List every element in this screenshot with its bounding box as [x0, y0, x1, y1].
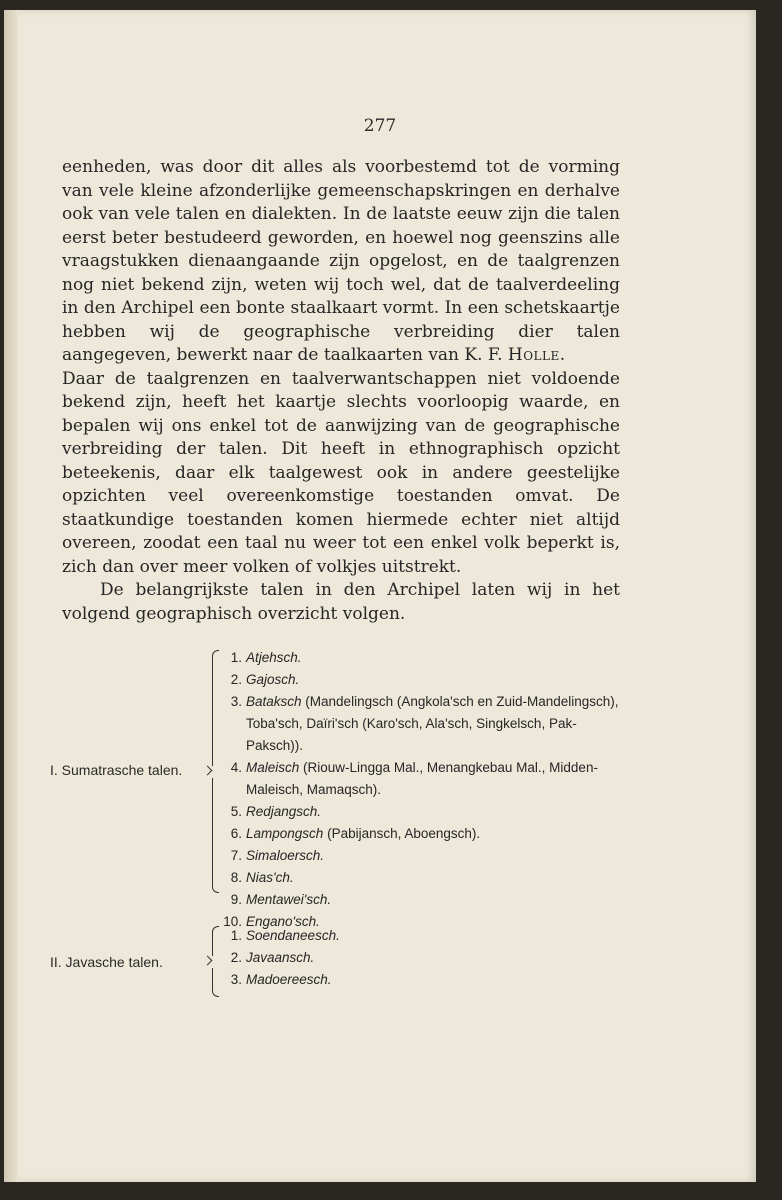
sumatra-language-list: [222, 647, 622, 933]
list-item: 6. Lampongsch (Pabijansch, Aboengsch).: [230, 826, 481, 841]
page-spine-shadow: [4, 10, 18, 1182]
brace-line-upper: [212, 934, 213, 956]
paragraph-3: De belangrijkste talen in den Archipel laten wij in het volgend geographisch overzicht volgen.: [62, 580, 620, 624]
list-item: 9. Mentawei'sch.: [230, 892, 332, 907]
brace-line-lower: [212, 968, 213, 988]
list-item: 3. Madoereesch.: [230, 972, 332, 987]
list-item: 7. Simaloersch.: [230, 848, 325, 863]
brace-line-upper: [212, 658, 213, 766]
list-item: 5. Redjangsch.: [230, 804, 322, 819]
brace-bottom: [212, 988, 219, 997]
java-language-list: [222, 925, 622, 991]
list-item: 1. Soendaneesch.: [230, 928, 340, 943]
paragraph-1: eenheden, was door dit alles als voorbestemd tot de vorming van vele kleine afzonderlijke gemeenschapskringen en derhalve ook van vele talen en dialekten. In de laatste eeuw zijn die talen eerst beter bestudeerd geworden, en hoewel nog geenszins alle vraagstukken dienaangaande zijn opgelost, en de taalgrenzen nog niet bekend zijn, weten wij toch wel, dat de taalverdeeling in den Archipel een bonte staalkaart vormt. In een schetskaartje hebben wij de geographische verbreiding dier talen aangegeven, bewerkt naar de taalkaarten van K. F. Holle.: [62, 157, 620, 365]
list-item: 2. Javaansch.: [230, 950, 315, 965]
brace-top: [212, 650, 219, 659]
group-label-java: II. Javasche talen.: [50, 954, 163, 970]
list-item: 1. Atjehsch.: [230, 650, 302, 665]
list-item: 3. Bataksch (Mandelingsch (Angkola'sch en Zuid-Mandelingsch), Toba'sch, Daïri'sch (Karo'sch, Ala'sch, Singkelsch, Pak-Paksch)).: [230, 694, 619, 753]
body-text: [62, 156, 620, 626]
paragraph-2: Daar de taalgrenzen en taalverwantschappen niet voldoende bekend zijn, heeft het kaartje slechts voorloopig waarde, en bepalen wij ons enkel tot de aanwijzing van de geographische verbreiding der talen. Dit heeft in ethnographisch opzicht beteekenis, daar elk taalgewest ook in andere geestelijke opzichten veel overeenkomstige toestanden omvat. De staatkundige toestanden komen hiermede echter niet altijd overeen, zoodat een taal nu weer tot een enkel volk beperkt is, zich dan over meer volken of volkjes uitstrekt.: [62, 368, 620, 577]
list-item: 2. Gajosch.: [230, 672, 300, 687]
page-number: 277: [363, 116, 397, 136]
brace-point: [203, 956, 213, 966]
list-item: 8. Nias'ch.: [230, 870, 294, 885]
brace-point: [203, 766, 213, 776]
author-name: Holle.: [507, 345, 566, 365]
brace-top: [212, 926, 219, 935]
list-item: 10. Engano'sch.: [223, 914, 320, 929]
group-label-sumatra: I. Sumatrasche talen.: [50, 762, 183, 778]
book-page: [4, 10, 756, 1182]
brace-line-lower: [212, 778, 213, 884]
brace-bottom: [212, 884, 219, 893]
list-item: 4. Maleisch (Riouw-Lingga Mal., Menangkebau Mal., Midden-Maleisch, Mamaqsch).: [230, 760, 598, 797]
